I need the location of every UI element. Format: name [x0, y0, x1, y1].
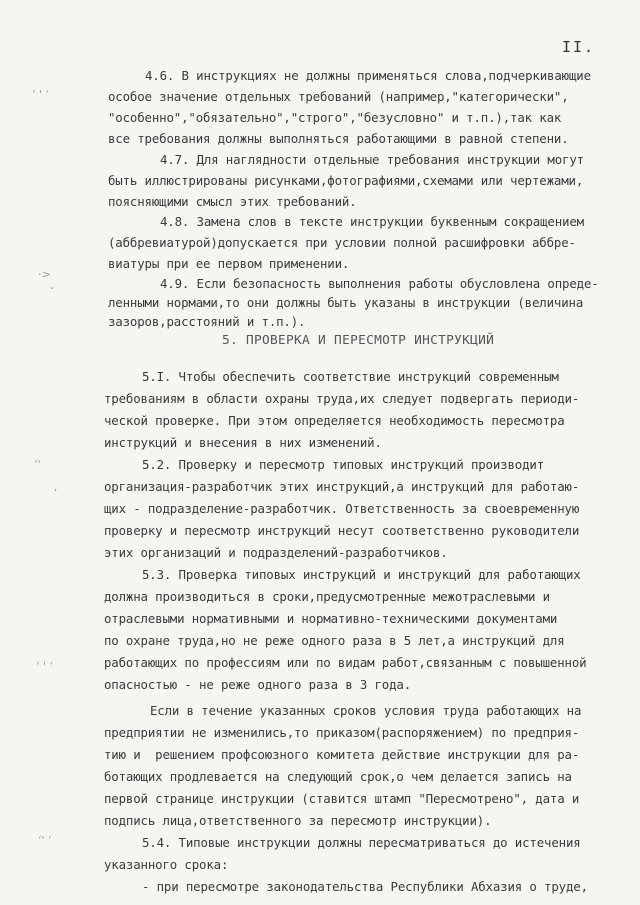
text-line: первой странице инструкции (ставится штамп "Пересмотрено", дата и [104, 791, 580, 806]
text-line: поясняющими смысл этих требований. [108, 194, 357, 209]
text-line: "особенно","обязательно","строго","безусловно" и т.п.),так как [108, 110, 562, 125]
margin-mark: ʻ' [34, 458, 41, 471]
text-line: по охране труда,но не реже одного раза в 5 лет,а инструкций для [104, 633, 565, 648]
text-line: 5.2. Проверку и пересмотр типовых инструкций производит [142, 457, 545, 472]
text-line: указанного срока: [104, 857, 229, 872]
text-line: подпись лица,ответственного за пересмотр инструкции). [104, 813, 492, 828]
text-line: 4.9. Если безопасность выполнения работы обусловлена опреде- [160, 276, 599, 291]
text-line: - при пересмотре законодательства Республики Абхазия о труде, [142, 879, 588, 894]
margin-mark: ʹ [54, 488, 58, 501]
text-line: отраслевыми нормативными и нормативно-техническими документами [104, 611, 558, 626]
section-heading: 5. ПРОВЕРКА И ПЕРЕСМОТР ИНСТРУКЦИЙ [222, 333, 495, 348]
text-line: зазоров,расстояний и т.п.). [108, 314, 306, 329]
text-line: все требования должны выполняться работающими в равной степени. [108, 131, 569, 146]
text-line: быть иллюстрированы рисунками,фотографиями,схемами или чертежами, [108, 173, 584, 188]
text-line: 5.3. Проверка типовых инструкций и инструкций для работающих [142, 567, 581, 582]
text-line: 5.4. Типовые инструкции должны пересматриваться до истечения [142, 835, 581, 850]
page-number: II. [562, 38, 596, 56]
text-line: проверку и пересмотр инструкций несут соответственно руководители [104, 523, 580, 538]
margin-mark: ·> [38, 268, 51, 281]
text-line: ботающих продлевается на следующий срок,о чем делается запись на [104, 769, 572, 784]
text-line: 4.8. Замена слов в тексте инструкции буквенным сокращением [160, 214, 584, 229]
text-line: виатуры при ее первом применении. [108, 256, 350, 271]
text-line: (аббревиатурой)допускается при условии полной расшифровки аббре- [108, 235, 576, 250]
text-line: должна производиться в сроки,предусмотренные межотраслевыми и [104, 589, 550, 604]
text-line: работающих по профессиям или по видам работ,связанным с повышенной [104, 655, 587, 670]
text-line: 5.I. Чтобы обеспечить соответствие инструкций современным [142, 369, 559, 384]
text-line: 4.6. В инструкциях не должны применяться слова,подчеркивающие [145, 68, 591, 83]
margin-mark: ʻ ' ʻ [32, 88, 50, 101]
margin-mark: ʻ ' ʻ [36, 660, 54, 673]
text-line: ленными нормами,то они должны быть указаны в инструкции (величина [108, 295, 584, 310]
text-line: этих организаций и подразделений-разработчиков. [104, 545, 448, 560]
margin-mark: ˇ [48, 286, 54, 299]
text-line: организация-разработчик этих инструкций,а инструкций для работаю- [104, 479, 580, 494]
text-line: предприятии не изменились,то приказом(распоряжением) по предприя- [104, 725, 580, 740]
text-line: требованиям в области охраны труда,их следует подвергать периоди- [104, 391, 580, 406]
text-line: особое значение отдельных требований (например,"категорически", [108, 89, 569, 104]
text-line: 4.7. Для наглядности отдельные требования инструкции могут [160, 152, 584, 167]
margin-mark: ʻ' ʻ [38, 834, 52, 847]
text-line: Если в течение указанных сроков условия труда работающих на [150, 703, 582, 718]
text-line: щих - подразделение-разработчик. Ответственность за своевременную [104, 501, 580, 516]
text-line: инструкций и внесения в них изменений. [104, 435, 382, 450]
text-line: тию и решением профсоюзного комитета действие инструкции для ра- [104, 747, 580, 762]
text-line: опасностью - не реже одного раза в 3 года. [104, 677, 412, 692]
text-line: ческой проверке. При этом определяется необходимость пересмотра [104, 413, 565, 428]
